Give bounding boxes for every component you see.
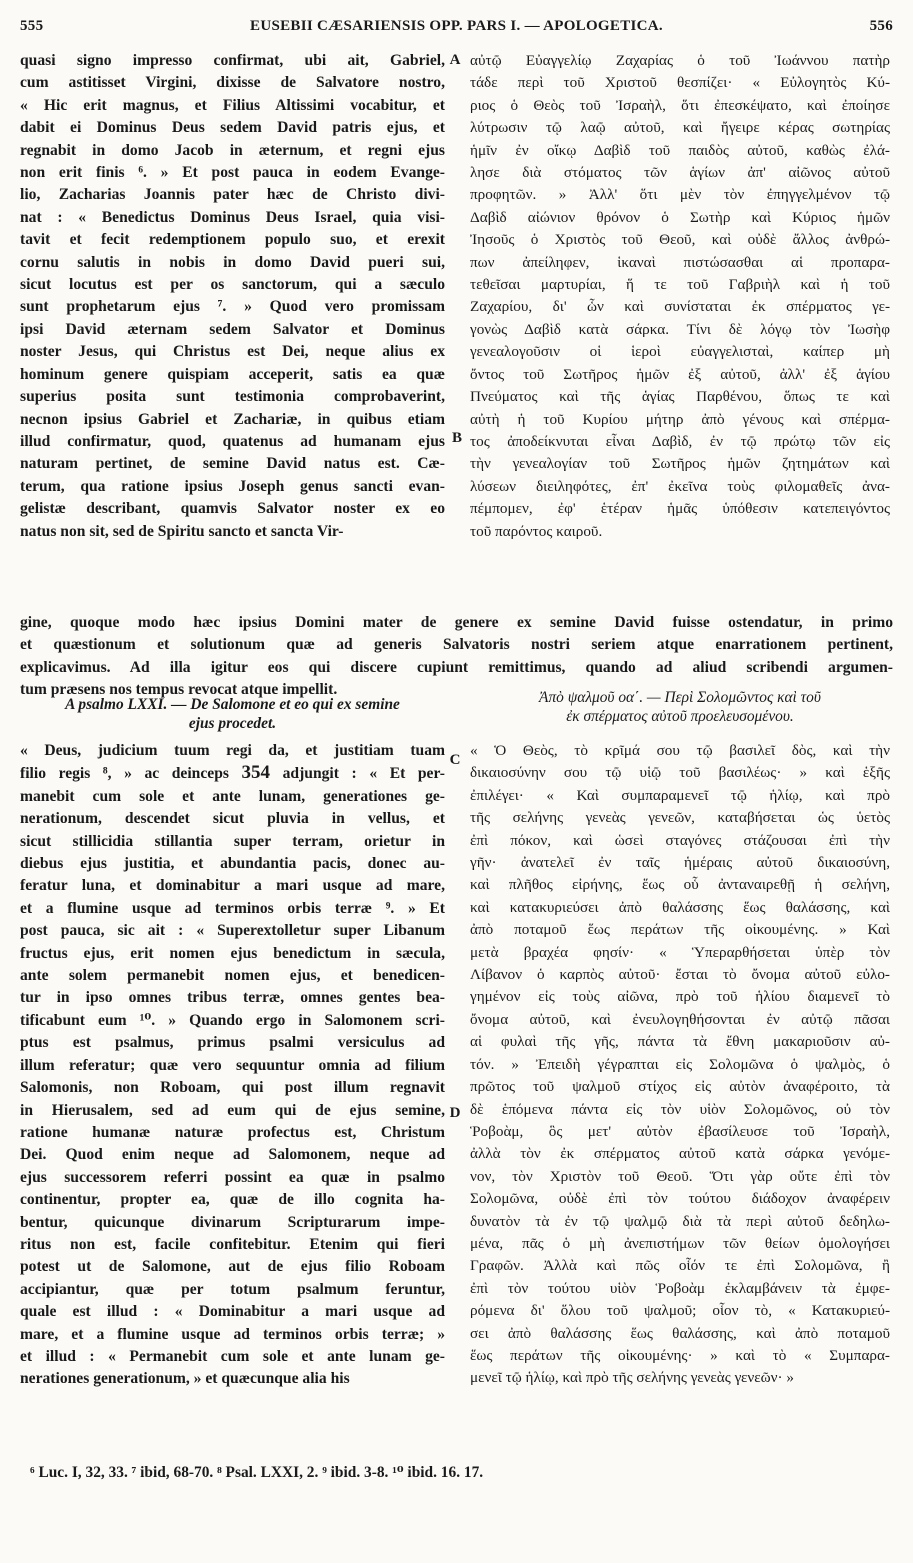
text-line: μετὰ βραχέα φησίν· « Ὑπεραρθήσεται ὑπὲρ τὸν [470,943,890,961]
text-line: tum præsens nos tempus revocat atque impellit. [20,681,338,699]
text-line: sicut locutus est per os sanctorum, qui a sæculo [20,276,445,294]
text-line: fructus ejus, erit nomen ejus benedictum in sæcula, [20,944,445,962]
text-line: τὴν γενεαλογίαν τοῦ Σωτῆρος ἡμῶν ζητημάτων καὶ [470,455,890,473]
text-line: τεθεῖσαι μαρτυρίαι, ἥ τε τοῦ Γαβριὴλ καὶ ἡ τοῦ [470,276,890,294]
text-line: ritus non est, facile confitebitur. Etenim qui fieri [20,1235,445,1253]
text-line: πων ἀπείληφεν, ἱκαναὶ πιστώσασθαι αἱ προπαρα- [470,253,890,271]
text-line: ἐπὶ πόκον, καὶ ὡσεὶ σταγόνες στάζουσαι ἐπὶ τὴν [470,831,890,849]
text-line: tur in ipso omnes tribus terræ, omnes gentes bea- [20,989,445,1007]
text-line: καὶ πλῆθος εἰρήνης, ἕως οὗ ἀνταναιρεθῇ ἡ σελήνη, [470,876,890,894]
text-line: ἡμῖν ἐν οἴκῳ Δαβὶδ τοῦ παιδὸς αὐτοῦ, καθὼς ἐλά- [470,141,890,159]
text-line: τάδε περὶ τοῦ Χριστοῦ θεσπίζει· « Εὐλογητὸς Κύ- [470,74,890,92]
text-line: δικαιοσύνην σου τῷ υἱῷ τοῦ βασιλέως· » καὶ ἑξῆς [470,764,890,782]
text-line: αἱ φυλαὶ τῆς γῆς, πάντα τὰ ἔθνη μακαριοῦσιν αὐ- [470,1033,890,1051]
text-line: et illud : « Permanebit cum sole et ante lunam ge- [20,1347,445,1365]
text-line: quasi signo impresso confirmat, ubi ait, Gabriel, [20,52,445,69]
text-line: noster Jesus, qui Christus est Dei, neque alius ex [20,343,445,361]
margin-letter-c: C [449,752,461,768]
page-number-left: 555 [20,18,44,34]
margin-letter-d: D [449,1105,461,1121]
text-line: non erit finis ⁶. » Et post pauca in eodem Evange- [20,164,445,182]
section-heading-greek-line: ἐκ σπέρματος αὐτοῦ προελευσομένου. [566,708,794,725]
text-line: γενεαλογοῦσιν οἱ ἱεροὶ εὐαγγελισταὶ, καίπερ μὴ [470,343,890,361]
text-line: ριος ὁ Θεὸς τοῦ Ἰσραὴλ, ὅτι ἐπεσκέψατο, καὶ ἐποίησε [470,96,890,114]
text-line: in Hierusalem, sed ad eum qui de ejus semine, [20,1101,445,1119]
text-line: καὶ κατακυριεύσει ἀπὸ θαλάσσης ἕως θαλάσσης, καὶ [470,898,890,916]
text-line: γῆν· ἀνατελεῖ ἐν ταῖς ἡμέραις αὐτοῦ δικαιοσύνη, [470,854,890,872]
text-line: λησε διὰ στόματος τῶν ἁγίων ἀπ' αἰῶνος αὐτοῦ [470,164,890,182]
text-line: cum astitisset Virgini, dixisse de Salvatore nostro, [20,74,445,92]
text-line: νον, τὸν Χριστὸν τοῦ Θεοῦ. Ὅτι γὰρ οὔτε ἐπὶ τὸν [470,1167,890,1185]
text-line: Ἰησοῦς ὁ Χριστὸς τοῦ Θεοῦ, καὶ οὐδὲ ἄλλος ἀνθρώ- [470,231,890,249]
greek-column-bottom [470,740,890,1390]
margin-letter-a: A [449,52,461,68]
text-line: γημένον εἰς τοὺς αἰῶνα, πρὸ τοῦ ἡλίου διαμενεῖ τὸ [470,988,890,1006]
text-line: Ῥοβοὰμ, ὃς μετ' αὐτὸν ἐβασίλευσε τοῦ Ἰσραὴλ, [470,1122,890,1140]
text-line: superius posita sunt testimonia comprobaverint, [20,388,445,406]
text-line: Λίβανον ὁ καρπὸς αὐτοῦ· ἔσται τὸ ὄνομα αὐτοῦ εὐλο- [470,966,890,984]
text-line: sunt prophetarum ejus ⁷. » Quod vero promissam [20,298,445,316]
latin-column-top [20,50,445,543]
text-line: Πνεύματος καὶ τῆς ἁγίας Παρθένου, ὅπως τε καὶ [470,388,890,406]
text-line: Ζαχαρίου, δι' ὧν καὶ συνίσταται ἐκ σπέρματος γε- [470,298,890,316]
text-line: « Hic erit magnus, et Filius Altissimi vocabitur, et [20,96,445,114]
text-line: explicavimus. Ad illa igitur eos qui discere cupiunt remittimus, quando ad aliud scribendi argumen- [20,658,893,676]
text-line: accipiantur, quæ per totum psalmum feruntur, [20,1280,445,1298]
text-line: ptus est psalmus, primus psalmi versiculus ad [20,1034,445,1052]
text-line: αὐτῷ Εὐαγγελίῳ Ζαχαρίας ὁ τοῦ Ἰωάννου πατὴρ [470,52,890,69]
running-title: EUSEBII CÆSARIENSIS OPP. PARS I. — APOLOGETICA. [250,18,663,34]
text-line: λύσεων διειληφότες, ἐπ' ἐκεῖνα τοὺς φιλομαθεῖς ἀνα- [470,477,890,495]
text-line: ρόμενα δι' ὅλου τοῦ ψαλμοῦ; οἷον τὸ, « Κατακυριεύ- [470,1302,890,1320]
text-line: τῆς σελήνης γενεὰς γενεῶν, καταβήσεται ὡς ὑετὸς [470,809,890,827]
text-line: δὲ ἑπόμενα πάντα εἰς τὸν υἱὸν Σολομῶνος, οὐ τὸν [470,1100,890,1118]
section-heading-latin-line: ejus procedet. [188,715,277,732]
text-line: ἀπὸ ποταμοῦ ἕως περάτων τῆς οἰκουμένης. » Καὶ [470,921,890,939]
text-line: cornu salutis in nobis in domo David pueri sui, [20,253,445,271]
section-heading-latin [20,695,445,733]
text-line: ἀλλὰ τὸν ἐκ σπέρματος αὐτοῦ κατὰ σάρκα γενόμε- [470,1145,890,1163]
text-line: feratur luna, et dominabitur a mari usque ad mare, [20,877,445,895]
text-line: λύτρωσιν τῷ λαῷ αὐτοῦ, καὶ ἤγειρε κέρας σωτηρίας [470,119,890,137]
text-line: dabit ei Dominus Deus sedem David patris ejus, et [20,119,445,137]
text-line: post pauca, sic ait : « Superextolletur super Libanum [20,922,445,940]
text-line: naturam pertinet, de semine David natus est. Cæ- [20,455,445,473]
text-line: regnabit in domo Jacob in æternum, et regni ejus [20,141,445,159]
text-line: nat : « Benedictus Dominus Deus Israel, quia visi- [20,208,445,226]
greek-column-top [470,50,890,543]
text-line: Δαβὶδ αἰώνιον θρόνον ὁ Σωτὴρ καὶ Κύριος ἡμῶν [470,208,890,226]
footnotes: ⁶ Luc. I, 32, 33. ⁷ ibid, 68-70. ⁸ Psal. LXXI, 2. ⁹ ibid. 3-8. ¹⁰ ibid. 16. 17. [30,1464,484,1481]
text-line: illud confirmatur, quod, quatenus ad humanam ejus [20,432,445,450]
text-line: « Ὁ Θεὸς, τὸ κρῖμά σου τῷ βασιλεῖ δὸς, καὶ τὴν [470,742,890,759]
text-line: Σολομῶνα, οὐδὲ ἐπὶ τὸν τούτου διάδοχον ἀναφέρειν [470,1190,890,1208]
text-line: « Deus, judicium tuum regi da, et justitiam tuam [20,742,445,759]
text-line: ante solem permanebit nomen ejus, et benedicen- [20,967,445,985]
text-line: nerationes generationum, » et quæcunque alia his [20,1370,350,1388]
text-line: gine, quoque modo hæc ipsius Domini mater de genere ex semine David fuisse ostendatur, in primo [20,614,893,631]
text-line: sicut stillicidia stillantia super terram, orietur in [20,832,445,850]
text-line: ratione humanæ naturæ profectus est, Christum [20,1123,445,1141]
text-line: δυνατὸν τὰ ἐν τῷ ψαλμῷ διὰ τὰ περὶ αὐτοῦ δεδηλω- [470,1212,890,1230]
text-fragment: filio regis ⁸, » ac deinceps [20,765,229,783]
text-line: προφητῶν. » Ἀλλ' ὅτι μὲν τὸν ἐπηγγελμένον τῷ [470,186,890,204]
column-number: 354 [241,762,271,784]
running-header [20,18,893,40]
text-line: γονὼς Δαβὶδ κατὰ σάρκα. Τίνι δὲ λόγῳ τὸν Ἰωσὴφ [470,320,890,338]
text-line: potest ut de Salomone, aut de ejus filio Roboam [20,1258,445,1276]
text-line: continentur, propter ea, quæ de illo cognita ha- [20,1191,445,1209]
text-line: quale est illud : « Dominabitur a mari usque ad [20,1303,445,1321]
page-number-right: 556 [869,18,893,34]
text-line: nerationum, descendet sicut pluvia in vellus, et [20,810,445,828]
text-line: ἐπὶ τὸν τούτου υἱὸν Ῥοβοὰμ ἐκλαμβάνειν τὰ ἐμφε- [470,1279,890,1297]
text-line: terum, qua ratione ipsius Joseph genus sancti evan- [20,477,445,495]
text-line: gelistæ describant, quamvis Salvator noster ex eo [20,500,445,518]
text-line: ἕως περάτων τῆς οἰκουμένης· » καὶ τὸ « Συμπαρα- [470,1346,890,1364]
text-line: τόν. » Ἐπειδὴ γέγραπται εἰς Σολομῶνα ὁ ψαλμὸς, ὁ [470,1055,890,1073]
text-line: πρῶτος τοῦ ψαλμοῦ στίχος εἰς αὐτὸν ἀναφέροιτο, τὰ [470,1078,890,1096]
text-line [20,762,445,785]
text-line: bentur, quicunque divinarum Scripturarum impe- [20,1213,445,1231]
text-line: αὐτὴ ἡ τοῦ Κυρίου μήτηρ ἀπὸ γένους καὶ σπέρμα- [470,410,890,428]
text-line: et quæstionum et solutionum quæ ad generis Salvatoris nostri seriem atque enarrationem pertinent, [20,636,893,654]
margin-letter-b: B [451,430,462,446]
text-line: illum referatur; quæ vero sequuntur omnia ad filium [20,1056,445,1074]
text-line: ὄνομα αὐτοῦ, καὶ ἐνευλογηθήσονται ἐν αὐτῷ πᾶσαι [470,1010,890,1028]
text-line: ὄντος τοῦ Σωτῆρος ἡμῶν ἐξ αὐτοῦ, ἀλλ' ἐξ ἁγίου [470,365,890,383]
text-line: τος ἀποδείκνυται εἶναι Δαβὶδ, ἐν τῷ πρώτῳ τῶν εἰς [470,432,890,450]
text-line: necnon ipsius Gabriel et Zachariæ, in quibus etiam [20,410,445,428]
text-line: τοῦ παρόντος καιροῦ. [470,522,603,540]
text-line: natus non sit, sed de Spiritu sancto et sancta Vir- [20,522,344,540]
text-line: ipsi David æternam sedem Salvator et Dominus [20,320,445,338]
text-line: manebit cum sole et ante lunam, generationes ge- [20,787,445,805]
text-line: tavit et fecit redemptionem populo suo, et erexit [20,231,445,249]
text-line: et a flumine usque ad terminos orbis terræ ⁹. » Et [20,899,445,917]
text-line: ejus successorem referri possint ea quæ in psalmo [20,1168,445,1186]
text-line: Salomonis, non Roboam, qui post illum regnavit [20,1079,445,1097]
text-line: σει ἀπὸ θαλάσσης ἕως θαλάσσης, καὶ ἀπὸ ποταμοῦ [470,1324,890,1342]
text-line: Dei. Quod enim neque ad Salomonem, neque ad [20,1146,445,1164]
text-line: mare, et a flumine usque ad terminos orbis terræ; » [20,1325,445,1343]
text-line: hominum genere quispiam acceperit, satis ea quæ [20,365,445,383]
latin-column-bottom [20,740,445,1391]
text-line: tificabunt eum ¹⁰. » Quando ergo in Salomonem scri- [20,1011,445,1029]
text-line: μενεῖ τῷ ἡλίῳ, καὶ πρὸ τῆς σελήνης γενεὰς γενεῶν· » [470,1369,794,1387]
section-heading-greek-line: Ἀπὸ ψαλμοῦ οα΄. — Περὶ Σολομῶντος καὶ τοῦ [539,689,821,706]
text-line: Γραφῶν. Ἀλλὰ καὶ πῶς οἷόν τε ἐπὶ Σολομῶνα, ἢ [470,1257,890,1275]
section-heading-greek [470,688,890,726]
text-line: μένα, πᾶς ὁ μὴ ἀνεπιστήμων τῶν θείων ὁμολογήσει [470,1234,890,1252]
section-heading-latin-line: A psalmo LXXI. — De Salomone et eo qui ex semine [65,696,400,713]
text-line: ἐπιλέγει· « Καὶ συμπαραμενεῖ τῷ ἡλίῳ, καὶ πρὸ [470,786,890,804]
text-line: πέμπομεν, ἐφ' ἑτέραν ἡμᾶς ὑπόθεσιν κατεπειγόντος [470,500,890,518]
text-line: lio, Zacharias Joannis pater hæc de Christo divi- [20,186,445,204]
text-fragment: adjungit : « Et per- [282,765,445,783]
text-line: diebus ejus justitia, et abundantia pacis, donec au- [20,855,445,873]
